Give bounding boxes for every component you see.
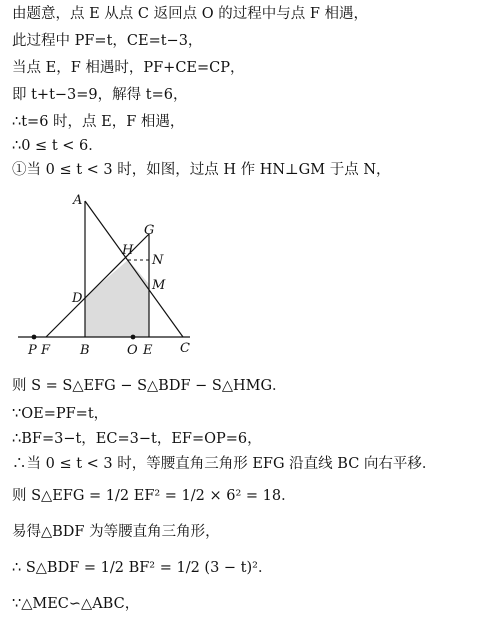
text-line-12: 则 S△EFG = 1/2 EF² = 1/2 × 6² = 18． [12, 488, 296, 504]
text-line-1: 由题意，点 E 从点 C 返回点 O 的过程中与点 F 相遇， [12, 6, 368, 22]
text-line-11: ∴当 0 ≤ t < 3 时，等腰直角三角形 EFG 沿直线 BC 向右平移． [12, 456, 437, 472]
text-line-4: 即 t+t−3=9，解得 t=6， [12, 87, 188, 103]
label-o: O [127, 343, 138, 358]
text-line-15: ∵△MEC∽△ABC， [12, 596, 140, 612]
label-c: C [180, 341, 190, 356]
text-line-10: ∴BF=3−t，EC=3−t，EF=OP=6， [12, 431, 262, 447]
label-e: E [143, 343, 153, 358]
text-line-13: 易得△BDF 为等腰直角三角形， [12, 524, 220, 540]
label-a: A [73, 193, 83, 208]
label-h: H [122, 243, 134, 258]
point-o-dot [131, 335, 136, 340]
label-b: B [80, 343, 90, 358]
label-g: G [144, 223, 155, 238]
geometry-figure [18, 188, 218, 363]
label-m: M [152, 278, 166, 293]
label-n: N [152, 253, 164, 268]
label-d: D [72, 291, 83, 306]
text-line-9: ∵OE=PF=t， [12, 406, 109, 422]
text-line-14: ∴ S△BDF = 1/2 BF² = 1/2 (3 − t)²． [12, 560, 273, 576]
text-line-6: ∴0 ≤ t < 6． [12, 138, 103, 154]
label-p: P [28, 343, 37, 358]
text-line-3: 当点 E，F 相遇时，PF+CE=CP， [12, 60, 245, 76]
label-f: F [41, 343, 51, 358]
text-line-5: ∴t=6 时，点 E，F 相遇， [12, 114, 185, 130]
point-p-dot [32, 335, 37, 340]
text-line-2: 此过程中 PF=t，CE=t−3， [12, 33, 203, 49]
text-line-8: 则 S = S△EFG − S△BDF − S△HMG． [12, 378, 287, 394]
shaded-region [85, 260, 149, 337]
text-line-7: ①当 0 ≤ t < 3 时，如图，过点 H 作 HN⊥GM 于点 N， [12, 162, 391, 178]
